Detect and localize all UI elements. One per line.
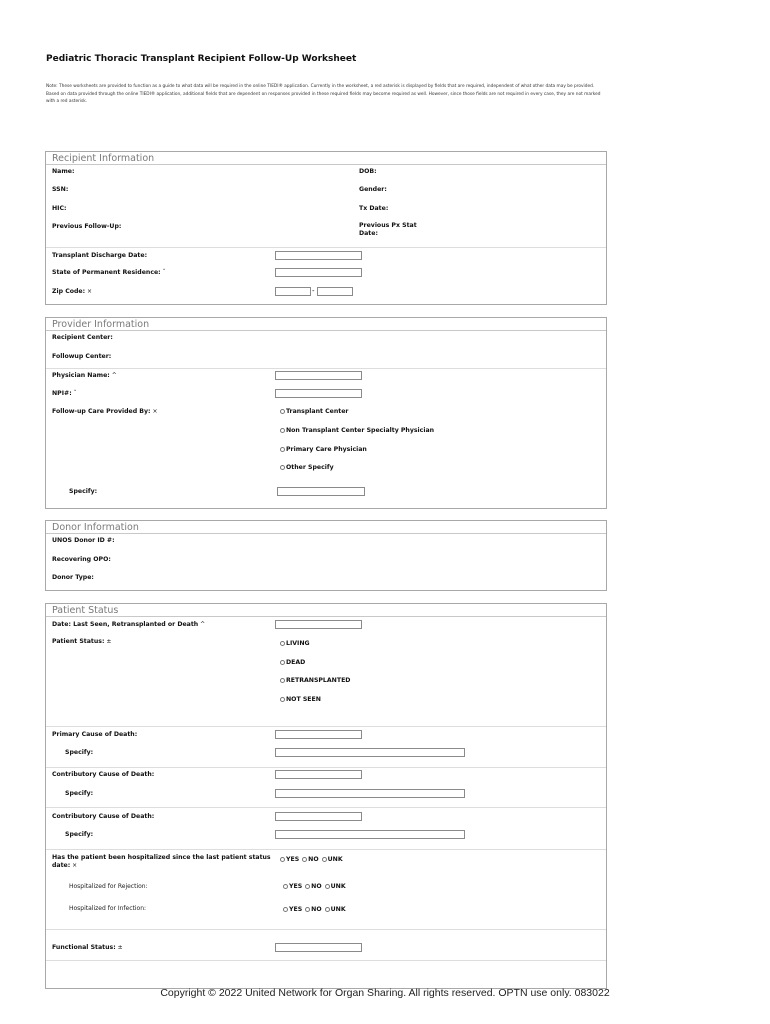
radio-other-specify[interactable] [280, 464, 334, 471]
radio-circle[interactable] [280, 678, 285, 683]
radio-label: NO [308, 856, 319, 863]
radio-retransplanted[interactable] [280, 677, 350, 684]
patient-status-text: Patient Status: [52, 638, 105, 645]
hosp-rejection-label: Hospitalized for Rejection: [69, 883, 148, 890]
radio-label: UNK [330, 906, 346, 913]
hosp-rejection-radio-group[interactable] [283, 883, 349, 890]
radio-circle[interactable] [280, 447, 285, 452]
functional-status-label: Functional Status: ± [52, 944, 123, 951]
radio-yes[interactable] [280, 856, 299, 863]
radio-label: Other Specify [286, 464, 334, 471]
radio-no[interactable] [305, 906, 321, 913]
primary-specify-input[interactable] [275, 748, 465, 757]
radio-label: YES [286, 856, 300, 863]
radio-label: YES [289, 906, 303, 913]
section-header [46, 603, 606, 617]
date-last-seen-text: Date: Last Seen, Retransplanted or Death [52, 621, 199, 628]
hospitalized-radio-group[interactable] [280, 856, 346, 863]
contrib-cause-1-input[interactable] [275, 770, 362, 779]
specify-label: Specify: [69, 488, 98, 495]
radio-circle[interactable] [280, 660, 285, 665]
radio-circle[interactable] [325, 884, 330, 889]
radio-living[interactable] [280, 640, 310, 647]
section-header [46, 520, 606, 534]
npi-label: NPI#: ˇ [52, 390, 77, 397]
radio-no[interactable] [302, 856, 318, 863]
functional-status-text: Functional Status: [52, 944, 116, 951]
followup-center-label: Followup Center: [52, 353, 112, 360]
followup-by-label: Follow-up Care Provided By: × [52, 408, 158, 415]
contrib-specify-1-label: Specify: [65, 790, 94, 797]
radio-label: NO [311, 883, 322, 890]
radio-circle[interactable] [325, 907, 330, 912]
radio-label: UNK [330, 883, 346, 890]
patient-status-label: Patient Status: ± [52, 638, 112, 645]
tx-date-label: Tx Date: [359, 205, 389, 212]
radio-circle[interactable] [280, 641, 285, 646]
specify-input[interactable] [277, 487, 365, 496]
radio-label: Non Transplant Center Specialty Physician [286, 427, 435, 434]
donor-type-label: Donor Type: [52, 574, 94, 581]
radio-primary-care[interactable] [280, 446, 367, 453]
radio-circle[interactable] [280, 409, 285, 414]
state-residence-text: State of Permanent Residence: [52, 269, 161, 276]
zip-separator: - [312, 287, 315, 295]
radio-dead[interactable] [280, 659, 305, 666]
patient-status-section [45, 603, 607, 989]
section-header [46, 151, 606, 165]
radio-yes[interactable] [283, 906, 302, 913]
npi-text: NPI#: [52, 390, 72, 397]
radio-label: NO [311, 906, 322, 913]
radio-label: LIVING [286, 640, 310, 647]
radio-transplant-center[interactable] [280, 408, 348, 415]
date-last-seen-input[interactable] [275, 620, 362, 629]
radio-label: NOT SEEN [286, 696, 321, 703]
hosp-infection-label: Hospitalized for Infection: [69, 905, 147, 912]
physician-name-label: Physician Name: ^ [52, 372, 117, 379]
ssn-label: SSN: [52, 186, 69, 193]
radio-circle[interactable] [283, 907, 288, 912]
radio-label: DEAD [286, 659, 306, 666]
radio-unk[interactable] [322, 856, 343, 863]
zip-extension-input[interactable] [317, 287, 353, 296]
radio-circle[interactable] [280, 428, 285, 433]
radio-circle[interactable] [280, 857, 285, 862]
npi-input[interactable] [275, 389, 362, 398]
contrib-cause-1-label: Contributory Cause of Death: [52, 771, 155, 778]
copyright-footer: Copyright © 2022 United Network for Organ Sharing. All rights reserved. OPTN use only. 083022 [160, 987, 610, 999]
radio-yes[interactable] [283, 883, 302, 890]
recipient-information-section [45, 151, 607, 305]
radio-non-transplant-center[interactable] [280, 427, 434, 434]
primary-specify-label: Specify: [65, 749, 94, 756]
primary-cause-input[interactable] [275, 730, 362, 739]
section-title: Provider Information [52, 319, 150, 330]
worksheet-note: Note: These worksheets are provided to function as a guide to what data will be required in the online TIEDI® application. Currently in the worksheet, a red asterisk is displayed by fields that are required, independent of what other data may be provided. Based on data provided through the online TIEDI® application, additional fields that are dependent on responses provided in these required fields may become required as well. However, since those fields are not required in every case, they are not marked with a red asterisk. [46, 84, 601, 104]
functional-status-input[interactable] [275, 943, 362, 952]
previous-px-stat-label: Previous Px Stat Date: [359, 222, 417, 237]
state-residence-input[interactable] [275, 268, 362, 277]
previous-followup-label: Previous Follow-Up: [52, 223, 122, 230]
radio-circle[interactable] [280, 465, 285, 470]
section-title: Patient Status [52, 605, 119, 616]
zip-code-label: Zip Code: × [52, 288, 93, 295]
dob-label: DOB: [359, 168, 377, 175]
radio-label: UNK [327, 856, 343, 863]
contrib-specify-1-input[interactable] [275, 789, 465, 798]
radio-unk[interactable] [325, 906, 346, 913]
contrib-specify-2-input[interactable] [275, 830, 465, 839]
zip-code-text: Zip Code: [52, 288, 86, 295]
recipient-center-label: Recipient Center: [52, 334, 113, 341]
radio-label: Primary Care Physician [286, 446, 367, 453]
section-header [46, 317, 606, 331]
radio-circle[interactable] [305, 884, 310, 889]
physician-name-text: Physician Name: [52, 372, 110, 379]
radio-label: Transplant Center [286, 408, 349, 415]
unos-donor-id-label: UNOS Donor ID #: [52, 537, 115, 544]
physician-name-input[interactable] [275, 371, 362, 380]
radio-unk[interactable] [325, 883, 346, 890]
zip-code-input[interactable] [275, 287, 311, 296]
followup-by-text: Follow-up Care Provided By: [52, 408, 151, 415]
primary-cause-label: Primary Cause of Death: [52, 731, 138, 738]
radio-not-seen[interactable] [280, 696, 321, 703]
radio-no[interactable] [305, 883, 321, 890]
discharge-date-label: Transplant Discharge Date: [52, 252, 148, 259]
discharge-date-input[interactable] [275, 251, 362, 260]
donor-information-section [45, 520, 607, 591]
contrib-specify-2-label: Specify: [65, 831, 94, 838]
section-title: Donor Information [52, 522, 139, 533]
page-title: Pediatric Thoracic Transplant Recipient Follow-Up Worksheet [46, 54, 357, 64]
contrib-cause-2-input[interactable] [275, 812, 362, 821]
hosp-infection-radio-group[interactable] [283, 906, 349, 913]
section-title: Recipient Information [52, 153, 155, 164]
hospitalized-label: Has the patient been hospitalized since the last patient status date: × [52, 854, 271, 869]
date-last-seen-label: Date: Last Seen, Retransplanted or Death ^ [52, 621, 206, 628]
radio-circle[interactable] [322, 857, 327, 862]
gender-label: Gender: [359, 186, 387, 193]
hospitalized-text: Has the patient been hospitalized since the last patient status date: [52, 854, 271, 869]
radio-circle[interactable] [283, 884, 288, 889]
radio-circle[interactable] [280, 697, 285, 702]
hic-label: HIC: [52, 205, 67, 212]
recovering-opo-label: Recovering OPO: [52, 556, 111, 563]
radio-circle[interactable] [305, 907, 310, 912]
name-label: Name: [52, 168, 75, 175]
radio-label: RETRANSPLANTED [286, 677, 351, 684]
radio-label: YES [289, 883, 303, 890]
provider-information-section [45, 317, 607, 509]
contrib-cause-2-label: Contributory Cause of Death: [52, 813, 155, 820]
radio-circle[interactable] [302, 857, 307, 862]
state-residence-label: State of Permanent Residence: ˇ [52, 269, 166, 276]
